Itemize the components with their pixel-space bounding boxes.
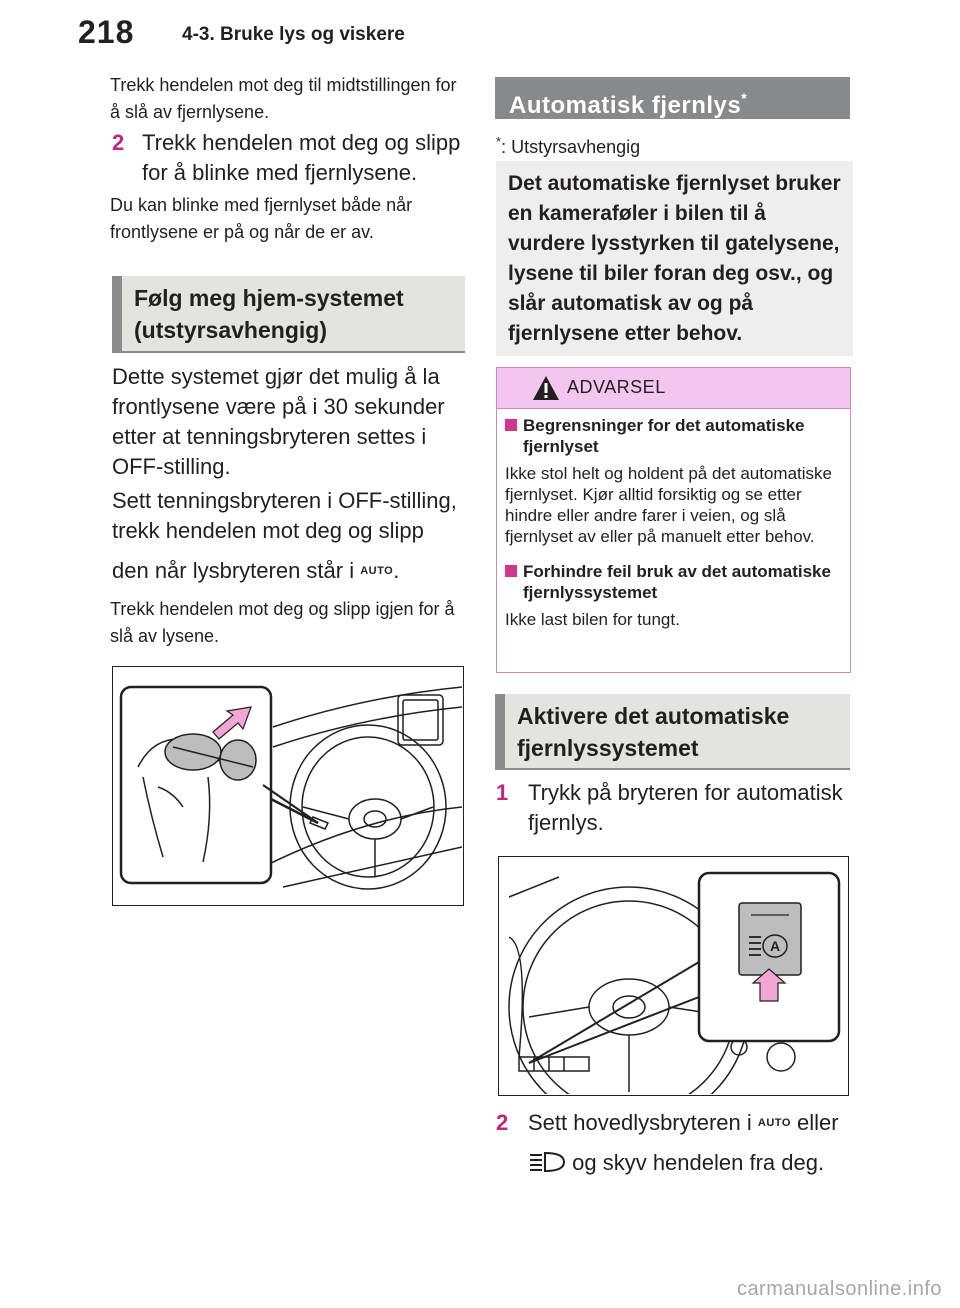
steering-wheel-switch-drawing [499,857,847,1094]
section-heading-follow-me-home: Følg meg hjem-systemet (utstyrsavhengig) [112,276,465,353]
optional-equipment-mark: * [741,90,748,106]
step-number: 2 [496,1110,509,1135]
step-text-c: og skyv hendelen fra deg. [572,1150,825,1175]
footnote-text: : Utstyrsavhengig [501,137,641,157]
chapter-title: 4-3. Bruke lys og viskere [182,24,405,45]
step-2-set-switch [496,1108,852,1138]
step-text: Trekk hendelen mot deg og slipp for å blinke med fjernlysene. [142,130,461,185]
step-number: 1 [496,780,509,805]
warning-triangle-icon [531,374,561,402]
page-number: 218 [78,14,135,50]
step-2-flash [112,128,462,188]
step-text-b: eller [797,1110,839,1135]
footer-watermark: carmanualsonline.info [736,1278,942,1300]
warning-subheading-limits [505,415,842,457]
auto-symbol-icon: AUTO [757,1117,791,1129]
footnote-equipment [496,134,640,158]
step-2-continuation [528,1148,852,1178]
bullet-square-icon [505,565,517,577]
switch-letter: A [769,938,781,954]
step-text: Trykk på bryteren for automatisk fjernlys. [528,780,843,835]
figure-lever-illustration [112,666,464,906]
paragraph-follow-me-description: Dette systemet gjør det mulig å la frontlysene være på i 30 sekunder etter at tenningsbryteren settes i OFF-stilling. [112,364,445,479]
warning-subheading-misuse [505,561,842,603]
lever-dashboard-drawing [113,667,462,904]
footnote-mark: * [496,134,502,149]
paragraph-follow-me-auto: den når lysbryteren står i AUTO. [112,558,400,583]
paragraph-follow-me-instruction: Sett tenningsbryteren i OFF-stilling, trekk hendelen mot deg og slipp [112,488,457,543]
section-heading-activate: Aktivere det automatiske fjernlyssystemet [495,694,850,770]
warning-header [497,368,850,409]
step-text-a: Sett hovedlysbryteren i [528,1110,752,1135]
section-heading-auto-high-beam [495,77,850,119]
warning-text-limits: Ikke stol helt og holdent på det automatiske fjernlyset. Kjør alltid forsiktig og se etter hindre eller andre farer i veien, og slå fjernlyset av eller på manuelt etter behov. [505,464,832,546]
figure-switch-illustration [498,856,849,1096]
high-beam-icon [528,1150,566,1174]
warning-box [496,367,851,673]
step-number: 2 [112,130,125,155]
paragraph-turn-off: Trekk hendelen mot deg og slipp igjen for å slå av lysene. [110,599,455,646]
step-1-press-switch [496,778,852,838]
paragraph-flash-note: Du kan blinke med fjernlyset både når frontlysene er på og når de er av. [110,195,413,242]
auto-symbol-icon: AUTO [360,565,394,577]
warning-text-misuse: Ikke last bilen for tungt. [505,610,680,629]
paragraph-midposition: Trekk hendelen mot deg til midtstillingen for å slå av fjernlysene. [110,75,457,122]
text: den når lysbryteren står i [112,558,355,583]
subheading-text: Forhindre feil bruk av det automatiske fjernlyssystemet [523,562,831,602]
subheading-text: Begrensninger for det automatiske fjernlyset [523,416,805,456]
warning-content [497,409,850,636]
bullet-square-icon [505,419,517,431]
intro-summary-box: Det automatiske fjernlyset bruker en kameraføler i bilen til å vurdere lysstyrken til gatelysene, lysene til biler foran deg osv., og slår automatisk av og på fjernlysene etter behov. [496,161,853,356]
warning-label: ADVARSEL [567,377,666,397]
heading-text: Automatisk fjernlys [509,92,742,119]
